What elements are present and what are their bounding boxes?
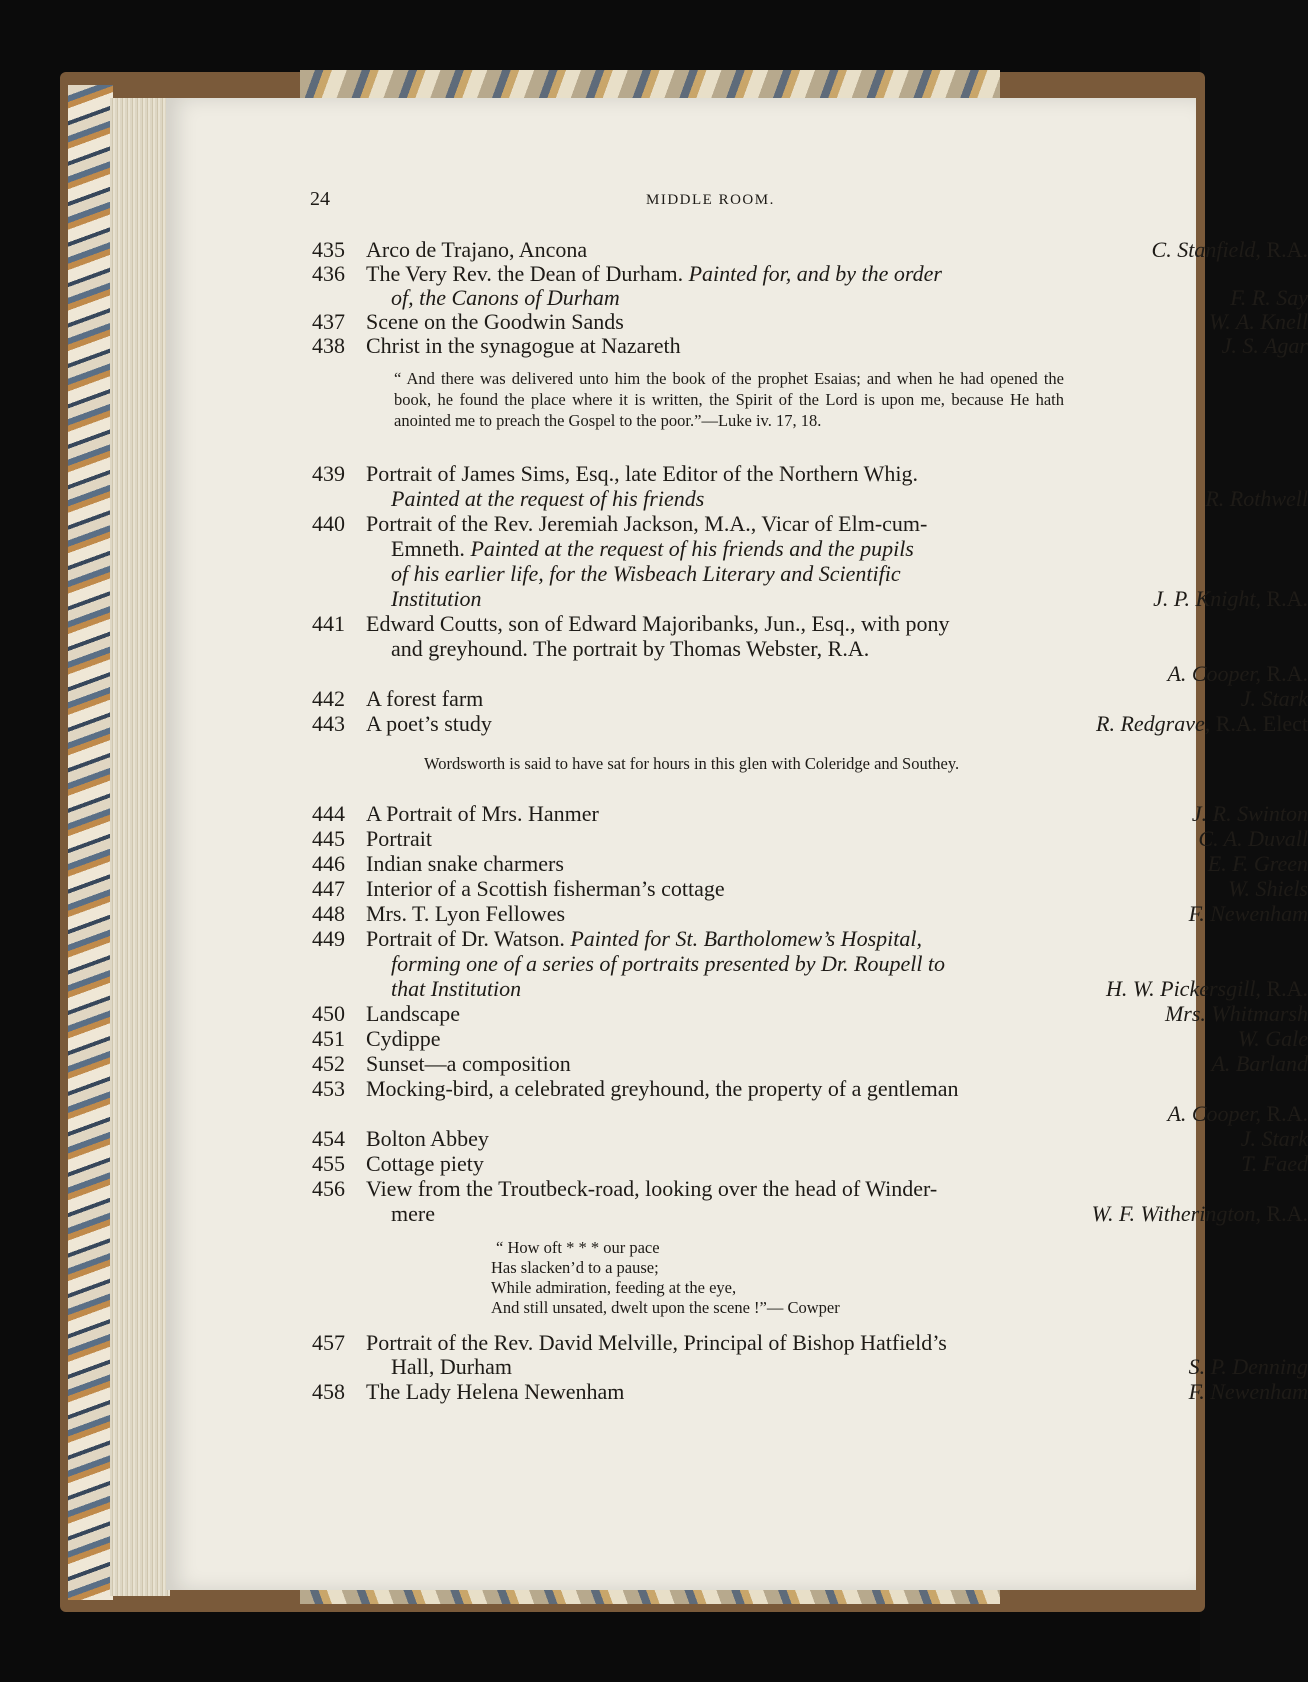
entry-number: 449	[312, 926, 345, 951]
catalogue-entry	[166, 927, 1166, 951]
entry-title: A poet’s study	[366, 711, 492, 736]
entry-artist: T. Faed	[1241, 1151, 1308, 1176]
entry-note: Emneth. Painted at the request of his friends and the pupils	[391, 536, 914, 561]
catalogue-entry	[166, 851, 1308, 876]
entry-continuation	[166, 1201, 1308, 1226]
entry-artist: C. Stanfield, R.A.	[1151, 237, 1308, 262]
catalogue-entry	[166, 1126, 1308, 1151]
entry-number: 452	[312, 1051, 345, 1076]
entry-artist: W. Shiels	[1228, 876, 1308, 901]
catalogue-entry	[166, 262, 1166, 286]
entry-artist: J. Stark	[1240, 1126, 1308, 1151]
entry-note: of his earlier life, for the Wisbeach Literary and Scientific	[391, 561, 901, 586]
entry-number: 457	[312, 1330, 345, 1355]
entry-number: 451	[312, 1026, 345, 1051]
entry-continuation	[166, 486, 1308, 511]
page-number: 24	[310, 188, 330, 210]
entry-title: Portrait of the Rev. David Melville, Principal of Bishop Hatfield’s	[366, 1330, 947, 1355]
catalogue-entry	[166, 1051, 1308, 1076]
verse-line: Has slacken’d to a pause;	[491, 1258, 659, 1277]
entry-continuation	[166, 562, 1166, 586]
entry-title: Interior of a Scottish fisherman’s cottage	[366, 876, 725, 901]
entry-artist: E. F. Green	[1207, 851, 1308, 876]
entry-number: 455	[312, 1151, 345, 1176]
entry-note: mere	[391, 1201, 435, 1226]
entry-title: Arco de Trajano, Ancona	[366, 237, 588, 262]
entry-artist: S. P. Denning	[1188, 1354, 1308, 1379]
entry-title: Landscape	[366, 1001, 461, 1026]
entry-title: A forest farm	[366, 686, 484, 711]
page-fore-edge	[110, 98, 170, 1596]
entry-number: 444	[312, 801, 345, 826]
catalogue-entry	[166, 1001, 1308, 1026]
entry-title: Portrait of the Rev. Jeremiah Jackson, M.A., Vicar of Elm-cum-	[366, 511, 928, 536]
entry-number: 441	[312, 611, 345, 636]
entry-artist: J. S. Agar	[1221, 333, 1308, 358]
entry-artist: F. R. Say	[1230, 285, 1308, 310]
entry-title: Edward Coutts, son of Edward Majoribanks, Jun., Esq., with pony	[366, 611, 950, 636]
entry-artist: C. A. Duvall	[1198, 826, 1308, 851]
catalogue-entry	[166, 826, 1308, 851]
entry-number: 439	[312, 461, 345, 486]
entry-quotation: “ And there was delivered unto him the book of the prophet Esaias; and when he had opened the book, he found the place where it is written, the Spirit of the Lord is upon me, because He hath anointed me to preach the Gospel to the poor.”—Luke iv. 17, 18.	[394, 369, 1064, 430]
running-head: MIDDLE ROOM.	[646, 192, 775, 208]
entry-number: 453	[312, 1076, 345, 1101]
entry-number: 435	[312, 237, 345, 262]
marbled-edge-top	[300, 70, 1000, 100]
entry-note: Painted at the request of his friends	[391, 486, 705, 511]
catalogue-entry	[166, 1331, 1166, 1355]
entry-artist: A. Cooper, R.A.	[1167, 1101, 1308, 1126]
catalogue-entry	[166, 462, 1166, 486]
entry-number: 445	[312, 826, 345, 851]
entry-artist: F. Newenham	[1188, 901, 1308, 926]
entry-title: The Lady Helena Newenham	[366, 1379, 625, 1404]
entry-artist: J. R. Swinton	[1191, 801, 1308, 826]
catalogue-entry	[166, 901, 1308, 926]
entry-artist: A. Cooper, R.A.	[1167, 661, 1308, 686]
catalogue-entry	[166, 1077, 1166, 1101]
entry-number: 458	[312, 1379, 345, 1404]
entry-quotation: Wordsworth is said to have sat for hours in this glen with Coleridge and Southey.	[424, 754, 960, 773]
entry-number: 440	[312, 511, 345, 536]
entry-number: 443	[312, 711, 345, 736]
entry-note: forming one of a series of portraits presented by Dr. Roupell to	[391, 951, 946, 976]
entry-continuation	[166, 661, 1308, 686]
entry-note: Institution	[391, 586, 482, 611]
entry-artist: J. P. Knight, R.A.	[1153, 586, 1308, 611]
entry-continuation	[166, 952, 1166, 976]
entry-title: Indian snake charmers	[366, 851, 564, 876]
entry-number: 454	[312, 1126, 345, 1151]
entry-number: 438	[312, 333, 345, 358]
entry-number: 446	[312, 851, 345, 876]
entry-artist: A. Barland	[1211, 1051, 1308, 1076]
entry-artist: F. Newenham	[1188, 1379, 1308, 1404]
catalogue-entry	[166, 512, 1166, 536]
entry-title: Sunset—a composition	[366, 1051, 571, 1076]
entry-title: The Very Rev. the Dean of Durham. Painted for, and by the order	[366, 261, 942, 286]
entry-artist: J. Stark	[1240, 686, 1308, 711]
verse-line: While admiration, feeding at the eye,	[491, 1278, 737, 1297]
entry-continuation	[166, 285, 1308, 310]
verse-line: “ How oft * * * our pace	[496, 1238, 660, 1257]
entry-title: Portrait of Dr. Watson. Painted for St. Bartholomew’s Hospital,	[366, 926, 922, 951]
page-content	[166, 98, 1308, 1590]
entry-title: Bolton Abbey	[366, 1126, 489, 1151]
catalogue-entry	[166, 1379, 1308, 1404]
entry-note: that Institution	[391, 976, 522, 1001]
entry-number: 437	[312, 309, 345, 334]
entry-note: Hall, Durham	[391, 1354, 512, 1379]
entry-artist: R. Rothwell	[1205, 486, 1308, 511]
entry-title: Portrait	[366, 826, 432, 851]
entry-title: Mrs. T. Lyon Fellowes	[366, 901, 566, 926]
entry-number: 442	[312, 686, 345, 711]
entry-continuation	[166, 976, 1308, 1001]
entry-continuation	[166, 1354, 1308, 1379]
marbled-endpaper	[68, 85, 113, 1600]
catalogue-entry	[166, 1026, 1308, 1051]
entry-title: Cydippe	[366, 1026, 441, 1051]
entry-note: and greyhound. The portrait by Thomas Webster, R.A.	[391, 636, 870, 661]
catalogue-entry	[166, 801, 1308, 826]
catalogue-entry	[166, 711, 1308, 736]
catalogue-entry	[166, 1151, 1308, 1176]
entry-artist: Mrs. Whitmarsh	[1164, 1001, 1308, 1026]
entry-title: Christ in the synagogue at Nazareth	[366, 333, 681, 358]
entry-number: 456	[312, 1176, 345, 1201]
entry-continuation	[166, 1101, 1308, 1126]
entry-continuation	[166, 637, 1166, 661]
entry-artist: H. W. Pickersgill, R.A.	[1105, 976, 1308, 1001]
entry-continuation	[166, 537, 1166, 561]
entry-number: 450	[312, 1001, 345, 1026]
catalogue-entry	[166, 333, 1308, 358]
entry-title: Scene on the Goodwin Sands	[366, 309, 624, 334]
entry-title: Mocking-bird, a celebrated greyhound, the property of a gentleman	[366, 1076, 959, 1101]
entry-title: View from the Troutbeck-road, looking over the head of Winder-	[366, 1176, 938, 1201]
catalogue-entry	[166, 309, 1308, 334]
catalogue-entry	[166, 237, 1308, 262]
entry-number: 447	[312, 876, 345, 901]
catalogue-entry	[166, 1177, 1166, 1201]
entry-title: Portrait of James Sims, Esq., late Editor of the Northern Whig.	[366, 461, 918, 486]
entry-title: Cottage piety	[366, 1151, 484, 1176]
entry-artist: W. A. Knell	[1208, 309, 1308, 334]
entry-artist: W. Gale	[1237, 1026, 1308, 1051]
entry-continuation	[166, 586, 1308, 611]
entry-artist: R. Redgrave, R.A. Elect	[1096, 711, 1308, 736]
catalogue-entry	[166, 876, 1308, 901]
entry-number: 436	[312, 261, 345, 286]
entry-artist: W. F. Witherington, R.A.	[1091, 1201, 1308, 1226]
catalogue-entry	[166, 686, 1308, 711]
entry-number: 448	[312, 901, 345, 926]
verse-line: And still unsated, dwelt upon the scene !”— Cowper	[491, 1298, 840, 1317]
catalogue-entry	[166, 612, 1166, 636]
entry-title: A Portrait of Mrs. Hanmer	[366, 801, 599, 826]
entry-note: of, the Canons of Durham	[391, 285, 620, 310]
